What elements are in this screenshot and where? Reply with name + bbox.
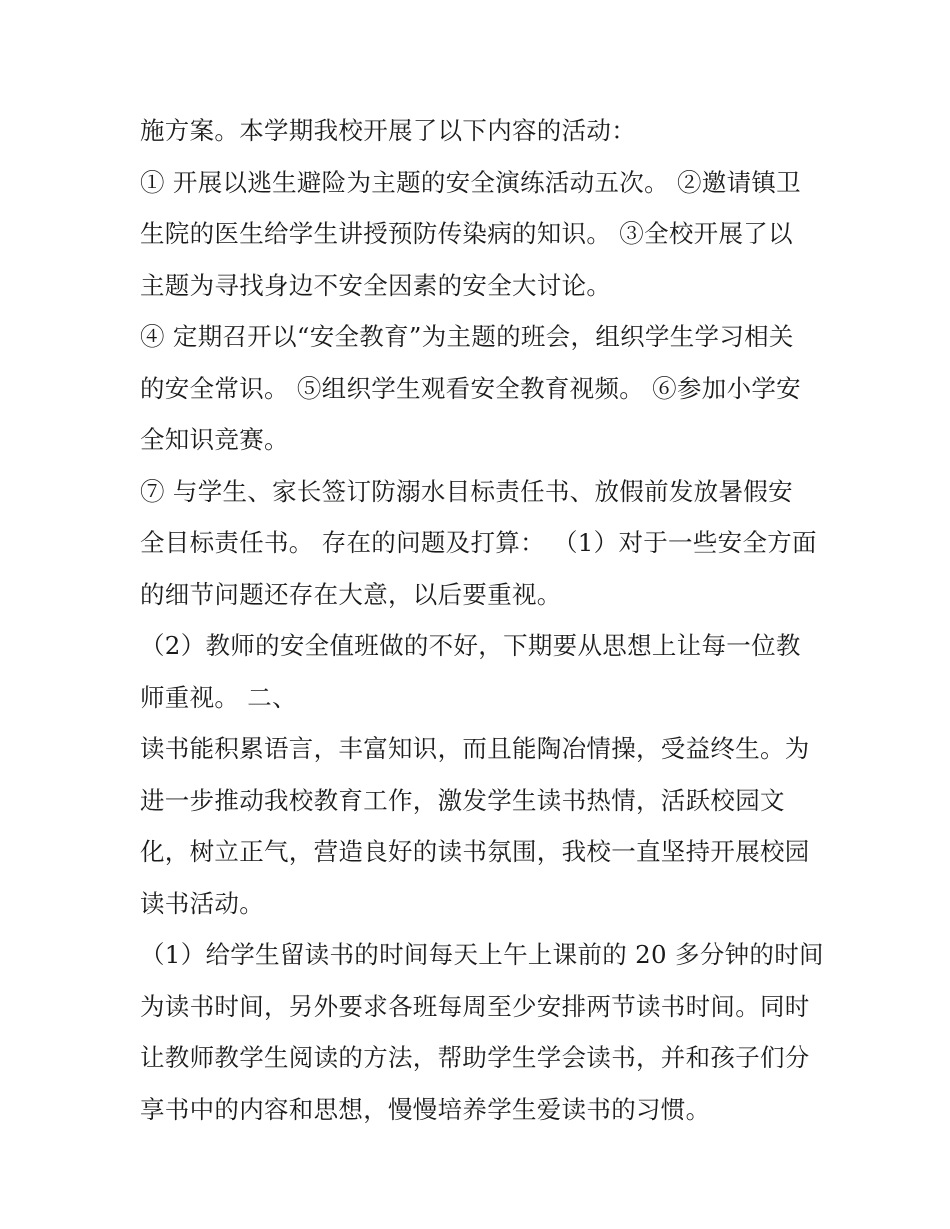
text-line: 师重视。 二、 <box>140 682 297 712</box>
text-line: ④ 定期召开以“安全教育”为主题的班会，组织学生学习相关 <box>140 322 794 351</box>
text-line: 让教师教学生阅读的方法，帮助学生学会读书，并和孩子们分 <box>140 1043 810 1072</box>
text-line: 读书能积累语言，丰富知识，而且能陶冶情操，受益终生。为 <box>140 734 810 763</box>
text-line: 生院的医生给学生讲授预防传染病的知识。 ③全校开展了以 <box>140 219 793 248</box>
text-line: 主题为寻找身边不安全因素的安全大讨论。 <box>140 270 612 300</box>
text-line: ⑦ 与学生、家长签订防溺水目标责任书、放假前发放暑假安 <box>140 476 793 506</box>
text-line: 的细节问题还存在大意，以后要重视。 <box>140 579 562 609</box>
text-line: 享书中的内容和思想，慢慢培养学生爱读书的习惯。 <box>140 1094 711 1124</box>
text-line: 全目标责任书。 存在的问题及打算： （1）对于一些安全方面 <box>140 528 817 557</box>
text-line: ① 开展以逃生避险为主题的安全演练活动五次。 ②邀请镇卫 <box>140 167 801 197</box>
text-line: 全知识竞赛。 <box>140 425 289 454</box>
text-line: 施方案。本学期我校开展了以下内容的活动： <box>140 116 636 145</box>
text-line: 为读书时间，另外要求各班每周至少安排两节读书时间。同时 <box>140 991 810 1021</box>
text-line: （1）给学生留读书的时间每天上午上课前的 20 多分钟的时间 <box>140 940 824 969</box>
text-line: 的安全常识。 ⑤组织学生观看安全教育视频。 ⑥参加小学安 <box>140 373 801 403</box>
text-line: 化，树立正气，营造良好的读书氛围，我校一直坚持开展校园 <box>140 837 810 866</box>
text-line: 进一步推动我校教育工作，激发学生读书热情，活跃校园文 <box>140 785 785 815</box>
text-line: 读书活动。 <box>140 888 264 918</box>
text-line: （2）教师的安全值班做的不好，下期要从思想上让每一位教 <box>140 631 801 660</box>
document-body <box>140 111 840 1141</box>
